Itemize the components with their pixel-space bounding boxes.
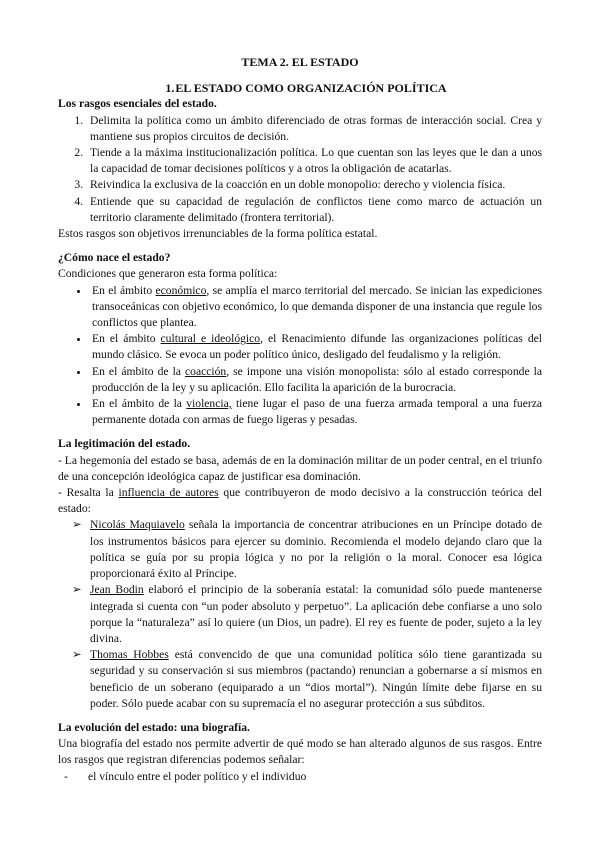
- underlined-term: cultural e ideológico: [160, 332, 261, 346]
- underlined-term: económico: [155, 283, 207, 297]
- list-item: • En el ámbito de la coacción, se impone una visión monopolista: sólo al estado corresponde la producción de la ley y su aplicación. Ello facilita la aparición de la burocracia.: [90, 364, 542, 396]
- list-item: • En el ámbito económico, se amplía el marco territorial del mercado. Se inician las expediciones transoceánicas con objetivo económico, lo que demanda disponer de una instancia que regule los conflictos que plantea.: [90, 283, 542, 332]
- authors-list: [58, 517, 542, 711]
- evolucion-list: [58, 769, 542, 785]
- list-item: 3. Reivindica la exclusiva de la coacción en un doble monopolio: derecho y violencia física.: [86, 177, 542, 193]
- author-name: Thomas Hobbes: [90, 648, 169, 662]
- author-name: Nicolás Maquiavelo: [90, 518, 185, 532]
- document-page: [58, 54, 542, 785]
- legitimacion-heading: La legitimación del estado.: [58, 437, 191, 451]
- list-item: 2. Tiende a la máxima institucionalización política. Lo que cuentan son las leyes que le dan a unos la capacidad de tomar decisiones políticos y a otros la obligación de acatarlas.: [86, 145, 542, 177]
- evolucion-heading: La evolución del estado: una biografía.: [58, 720, 250, 734]
- underlined-term: violencia,: [186, 397, 232, 411]
- list-item: 4. Entiende que su capacidad de regulación de conflictos tiene como marco de actuación un territorio claramente delimitado (frontera territorial).: [86, 194, 542, 226]
- legitimacion-para1: - La hegemonía del estado se basa, además de en la dominación militar de un poder central, en el triunfo de una concepción ideológica capaz de justificar esa dominación.: [58, 453, 542, 483]
- author-item: ➢ Nicolás Maquiavelo señala la importancia de concentrar atribuciones en un Príncipe dotado de los instrumentos básicos para ejercer su dominio. Recomienda el modelo dejando claro que la política se guía por su propia lógica y no por la religión o la moral. Conocer esa lógica proporcionará éxito al Príncipe.: [72, 518, 542, 581]
- author-item: ➢ Thomas Hobbes está convencido de que una comunidad política sólo tiene garantizada su seguridad y su conservación si sus miembros (pactando) renuncian a gobernarse a sí mismos en beneficio de un soberano (equiparado a un “dios mortal”). Ningún límite debe fijarse en su poder. Sólo puede acabar con su supremacía el no asegurar protección a sus súbditos.: [72, 648, 542, 710]
- underlined-term: influencia de autores: [118, 486, 219, 500]
- evolucion-para: Una biografía del estado nos permite advertir de qué modo se han alterado algunos de sus rasgos. Entre los rasgos que registran diferencias podemos señalar:: [58, 737, 542, 767]
- rasgos-heading: Los rasgos esenciales del estado.: [58, 97, 217, 111]
- arrow-bullet-icon: ➢: [72, 648, 82, 662]
- author-item: ➢ Jean Bodin elaboró el principio de la soberanía estatal: la comunidad sólo puede mantenerse integrada si cuenta con “un poder absoluto y perpetuo”. La aplicación debe confiarse a uno solo porque la “naturaleza” así lo quiere (un Dios, un padre). El rey es fuente de poder, sujeto a la ley divina.: [72, 583, 542, 645]
- section-heading: 1. EL ESTADO COMO ORGANIZACIÓN POLÍTICA: [165, 81, 447, 96]
- dash-bullet: -: [64, 769, 68, 783]
- arrow-bullet-icon: ➢: [72, 518, 82, 532]
- list-item: • En el ámbito cultural e ideológico, el Renacimiento difunde las organizaciones políticas del mundo clásico. Se evoca un poder político único, desligado del feudalismo y la religión.: [90, 331, 542, 363]
- author-name: Jean Bodin: [90, 583, 144, 597]
- legitimacion-para2: - Resalta la influencia de autores que contribuyeron de modo decisivo a la construcción teórica del estado:: [58, 486, 542, 516]
- underlined-term: coacción: [185, 364, 227, 378]
- nace-intro: Condiciones que generaron esta forma política:: [58, 267, 278, 281]
- document-title: TEMA 2. EL ESTADO: [241, 55, 359, 69]
- conditions-list: [58, 283, 542, 429]
- list-item: - el vínculo entre el poder político y el individuo: [58, 769, 542, 785]
- nace-heading: ¿Cómo nace el estado?: [58, 251, 171, 265]
- arrow-bullet-icon: ➢: [72, 583, 82, 597]
- section-title: EL ESTADO COMO ORGANIZACIÓN POLÍTICA: [175, 81, 447, 96]
- list-item: • En el ámbito de la violencia, tiene lugar el paso de una fuerza armada temporal a una fuerza permanente dotada con armas de fuego ligeras y pesadas.: [90, 396, 542, 428]
- rasgos-list: [58, 113, 542, 226]
- list-item: 1. Delimita la política como un ámbito diferenciado de otras formas de interacción social. Crea y mantiene sus propios circuitos de decisión.: [86, 113, 542, 145]
- rasgos-closing: Estos rasgos son objetivos irrenunciables de la forma política estatal.: [58, 227, 378, 241]
